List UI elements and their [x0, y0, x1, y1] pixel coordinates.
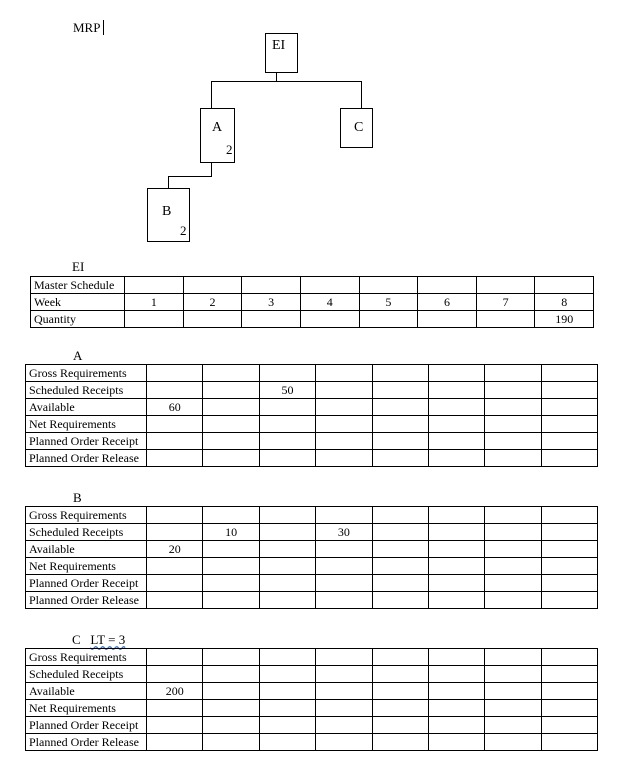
table-cell[interactable] — [259, 399, 315, 416]
table-cell[interactable] — [147, 575, 203, 592]
bom-node-a-label: A — [212, 120, 223, 135]
c-table-caption — [72, 632, 125, 648]
table-cell[interactable] — [147, 666, 203, 683]
table-cell[interactable] — [428, 649, 484, 666]
row-label: Planned Order Receipt — [26, 717, 147, 734]
table-cell[interactable] — [541, 649, 597, 666]
table-cell[interactable] — [372, 575, 428, 592]
table-cell[interactable] — [428, 717, 484, 734]
bom-node-ei-label: EI — [272, 38, 286, 53]
table-cell[interactable] — [316, 734, 372, 751]
bom-node-a-qty: 2 — [226, 142, 233, 157]
table-cell[interactable] — [372, 541, 428, 558]
table-cell[interactable] — [316, 683, 372, 700]
table-cell[interactable] — [485, 507, 541, 524]
table-cell[interactable] — [418, 311, 477, 328]
table-row — [26, 666, 598, 683]
table-cell[interactable]: 7 — [476, 294, 535, 311]
table-cell[interactable]: 10 — [203, 524, 259, 541]
table-cell[interactable] — [428, 399, 484, 416]
row-label: Scheduled Receipts — [26, 666, 147, 683]
table-cell[interactable] — [428, 450, 484, 467]
table-cell[interactable] — [372, 450, 428, 467]
table-cell[interactable] — [316, 382, 372, 399]
table-cell[interactable] — [428, 666, 484, 683]
table-cell[interactable] — [428, 558, 484, 575]
table-cell[interactable] — [316, 592, 372, 609]
row-label: Net Requirements — [26, 700, 147, 717]
table-cell[interactable] — [372, 717, 428, 734]
table-cell[interactable] — [147, 416, 203, 433]
table-cell[interactable] — [541, 365, 597, 382]
table-cell[interactable] — [147, 382, 203, 399]
table-cell[interactable] — [485, 541, 541, 558]
table-row — [26, 717, 598, 734]
table-row — [26, 450, 598, 467]
table-row — [26, 575, 598, 592]
bom-node-b — [147, 188, 190, 242]
table-cell[interactable] — [203, 382, 259, 399]
table-cell[interactable] — [259, 365, 315, 382]
table-cell[interactable] — [428, 365, 484, 382]
c-table — [25, 648, 598, 751]
table-cell[interactable] — [541, 524, 597, 541]
table-cell[interactable]: 20 — [147, 541, 203, 558]
table-cell[interactable] — [203, 365, 259, 382]
table-cell[interactable] — [259, 700, 315, 717]
table-cell[interactable] — [428, 382, 484, 399]
table-cell[interactable] — [372, 558, 428, 575]
table-cell[interactable] — [428, 683, 484, 700]
table-cell[interactable] — [485, 433, 541, 450]
bom-node-b-qty: 2 — [180, 223, 187, 238]
table-cell[interactable] — [203, 683, 259, 700]
row-label: Planned Order Release — [26, 734, 147, 751]
table-cell[interactable] — [147, 734, 203, 751]
table-row — [26, 592, 598, 609]
table-cell[interactable]: 2 — [183, 294, 242, 311]
table-cell[interactable] — [541, 717, 597, 734]
title-text: MRP — [73, 20, 101, 35]
connector-line — [211, 163, 212, 177]
table-cell[interactable] — [316, 507, 372, 524]
table-cell[interactable] — [183, 277, 242, 294]
table-cell[interactable] — [316, 700, 372, 717]
table-cell[interactable] — [428, 541, 484, 558]
table-row — [26, 416, 598, 433]
bom-node-a — [200, 108, 235, 163]
table-cell[interactable]: 190 — [535, 311, 594, 328]
table-cell[interactable] — [541, 433, 597, 450]
table-cell[interactable] — [372, 382, 428, 399]
table-cell[interactable] — [259, 416, 315, 433]
table-cell[interactable] — [359, 311, 418, 328]
table-cell[interactable] — [372, 399, 428, 416]
table-cell[interactable] — [476, 311, 535, 328]
row-label: Week — [31, 294, 125, 311]
table-cell[interactable] — [541, 700, 597, 717]
table-cell[interactable] — [485, 700, 541, 717]
connector-line — [168, 176, 212, 177]
table-cell[interactable] — [203, 700, 259, 717]
a-table — [25, 364, 598, 467]
table-cell[interactable] — [259, 433, 315, 450]
table-row — [26, 399, 598, 416]
table-cell[interactable] — [259, 717, 315, 734]
table-cell[interactable] — [316, 450, 372, 467]
table-cell[interactable] — [242, 311, 301, 328]
table-cell[interactable] — [372, 592, 428, 609]
table-cell[interactable] — [316, 575, 372, 592]
table-cell[interactable] — [372, 416, 428, 433]
table-cell[interactable] — [485, 365, 541, 382]
table-cell[interactable] — [359, 277, 418, 294]
table-cell[interactable] — [485, 399, 541, 416]
b-table — [25, 506, 598, 609]
table-row — [26, 365, 598, 382]
table-cell[interactable] — [372, 433, 428, 450]
table-cell[interactable] — [203, 575, 259, 592]
table-cell[interactable] — [259, 592, 315, 609]
row-label: Planned Order Release — [26, 450, 147, 467]
table-cell[interactable] — [541, 382, 597, 399]
table-row — [31, 294, 594, 311]
table-cell[interactable]: 50 — [259, 382, 315, 399]
table-row — [26, 683, 598, 700]
table-row — [26, 382, 598, 399]
table-row — [26, 558, 598, 575]
table-cell[interactable]: 3 — [242, 294, 301, 311]
table-row — [26, 649, 598, 666]
table-cell[interactable] — [418, 277, 477, 294]
table-cell[interactable] — [259, 649, 315, 666]
table-cell[interactable] — [485, 717, 541, 734]
table-cell[interactable] — [242, 277, 301, 294]
table-row — [26, 541, 598, 558]
table-cell[interactable] — [203, 649, 259, 666]
table-cell[interactable] — [485, 666, 541, 683]
table-cell[interactable] — [372, 649, 428, 666]
row-label: Scheduled Receipts — [26, 382, 147, 399]
table-cell[interactable] — [428, 734, 484, 751]
table-row — [26, 734, 598, 751]
table-cell[interactable] — [183, 311, 242, 328]
table-cell[interactable] — [147, 558, 203, 575]
table-cell[interactable] — [316, 666, 372, 683]
table-cell[interactable] — [535, 277, 594, 294]
bom-node-ei — [265, 33, 298, 73]
table-cell[interactable] — [372, 524, 428, 541]
table-cell[interactable] — [259, 575, 315, 592]
row-label: Net Requirements — [26, 558, 147, 575]
table-cell[interactable] — [541, 683, 597, 700]
document-title[interactable] — [73, 20, 104, 36]
table-cell[interactable] — [203, 666, 259, 683]
table-cell[interactable] — [476, 277, 535, 294]
table-cell[interactable] — [485, 683, 541, 700]
table-cell[interactable] — [485, 558, 541, 575]
table-cell[interactable] — [259, 558, 315, 575]
bom-node-b-label: B — [162, 204, 172, 219]
table-row — [26, 700, 598, 717]
table-cell[interactable] — [485, 592, 541, 609]
table-cell[interactable] — [541, 558, 597, 575]
table-cell[interactable] — [203, 558, 259, 575]
table-cell[interactable] — [541, 416, 597, 433]
table-cell[interactable] — [203, 734, 259, 751]
table-cell[interactable] — [316, 717, 372, 734]
table-cell[interactable] — [428, 524, 484, 541]
table-cell[interactable] — [316, 365, 372, 382]
table-cell[interactable] — [316, 416, 372, 433]
text-cursor — [103, 20, 104, 35]
table-cell[interactable]: 8 — [535, 294, 594, 311]
table-cell[interactable] — [372, 700, 428, 717]
table-cell[interactable] — [147, 592, 203, 609]
table-cell[interactable] — [428, 592, 484, 609]
table-cell[interactable] — [541, 450, 597, 467]
row-label: Available — [26, 399, 147, 416]
table-cell[interactable] — [300, 311, 359, 328]
table-cell[interactable] — [203, 416, 259, 433]
table-cell[interactable]: 200 — [147, 683, 203, 700]
b-table-caption: B — [73, 490, 82, 505]
table-cell[interactable] — [203, 507, 259, 524]
table-cell[interactable]: 1 — [125, 294, 184, 311]
ei-table — [30, 276, 594, 328]
table-cell[interactable]: 30 — [316, 524, 372, 541]
table-row — [26, 507, 598, 524]
table-cell[interactable] — [316, 399, 372, 416]
c-table-caption-label: C — [72, 632, 81, 647]
table-cell[interactable] — [259, 524, 315, 541]
table-cell[interactable] — [203, 399, 259, 416]
table-cell[interactable] — [147, 450, 203, 467]
row-label: Planned Order Receipt — [26, 433, 147, 450]
table-row — [31, 311, 594, 328]
row-label: Gross Requirements — [26, 507, 147, 524]
table-cell[interactable] — [485, 524, 541, 541]
table-cell[interactable] — [428, 575, 484, 592]
row-label: Master Schedule — [31, 277, 125, 294]
ei-table-caption: EI — [72, 259, 85, 274]
row-label: Available — [26, 541, 147, 558]
table-cell[interactable] — [541, 541, 597, 558]
row-label: Planned Order Receipt — [26, 575, 147, 592]
table-cell[interactable] — [372, 507, 428, 524]
table-cell[interactable] — [147, 700, 203, 717]
table-cell[interactable] — [428, 507, 484, 524]
table-row — [26, 524, 598, 541]
table-cell[interactable] — [125, 277, 184, 294]
table-row — [31, 277, 594, 294]
table-cell[interactable] — [485, 649, 541, 666]
row-label: Planned Order Release — [26, 592, 147, 609]
table-cell[interactable] — [300, 277, 359, 294]
table-cell[interactable] — [541, 666, 597, 683]
table-cell[interactable] — [541, 575, 597, 592]
a-table-caption: A — [73, 348, 83, 363]
table-cell[interactable] — [316, 558, 372, 575]
table-cell[interactable] — [147, 365, 203, 382]
table-cell[interactable] — [428, 700, 484, 717]
table-cell[interactable] — [541, 399, 597, 416]
table-cell[interactable] — [203, 592, 259, 609]
table-cell[interactable] — [203, 450, 259, 467]
connector-line — [211, 81, 362, 82]
table-cell[interactable] — [259, 541, 315, 558]
table-cell[interactable] — [203, 433, 259, 450]
table-cell[interactable] — [125, 311, 184, 328]
connector-line — [211, 81, 212, 109]
bom-node-c-label: C — [354, 120, 364, 135]
table-cell[interactable] — [259, 666, 315, 683]
table-cell[interactable] — [203, 717, 259, 734]
table-cell[interactable] — [316, 649, 372, 666]
table-cell[interactable] — [372, 365, 428, 382]
table-cell[interactable] — [316, 541, 372, 558]
table-cell[interactable]: 6 — [418, 294, 477, 311]
table-cell[interactable] — [428, 433, 484, 450]
table-cell[interactable] — [372, 683, 428, 700]
table-cell[interactable] — [541, 592, 597, 609]
table-cell[interactable] — [485, 382, 541, 399]
table-cell[interactable] — [485, 450, 541, 467]
table-cell[interactable] — [147, 507, 203, 524]
row-label: Quantity — [31, 311, 125, 328]
table-cell[interactable]: 5 — [359, 294, 418, 311]
table-cell[interactable] — [372, 734, 428, 751]
row-label: Net Requirements — [26, 416, 147, 433]
table-cell[interactable] — [541, 507, 597, 524]
row-label: Gross Requirements — [26, 649, 147, 666]
table-cell[interactable] — [259, 734, 315, 751]
table-cell[interactable] — [485, 575, 541, 592]
bom-node-c — [340, 108, 373, 148]
row-label: Scheduled Receipts — [26, 524, 147, 541]
table-cell[interactable]: 60 — [147, 399, 203, 416]
table-cell[interactable] — [259, 683, 315, 700]
table-cell[interactable] — [372, 666, 428, 683]
lead-time-label: LT = 3 — [90, 632, 126, 647]
table-cell[interactable] — [147, 649, 203, 666]
table-cell[interactable] — [541, 734, 597, 751]
table-cell[interactable] — [147, 717, 203, 734]
table-cell[interactable] — [259, 507, 315, 524]
table-cell[interactable] — [316, 433, 372, 450]
table-cell[interactable] — [428, 416, 484, 433]
table-cell[interactable] — [203, 541, 259, 558]
table-cell[interactable] — [147, 433, 203, 450]
connector-line — [361, 81, 362, 109]
table-cell[interactable] — [147, 524, 203, 541]
table-cell[interactable] — [485, 734, 541, 751]
row-label: Gross Requirements — [26, 365, 147, 382]
table-row — [26, 433, 598, 450]
table-cell[interactable] — [485, 416, 541, 433]
table-cell[interactable]: 4 — [300, 294, 359, 311]
row-label: Available — [26, 683, 147, 700]
table-cell[interactable] — [259, 450, 315, 467]
